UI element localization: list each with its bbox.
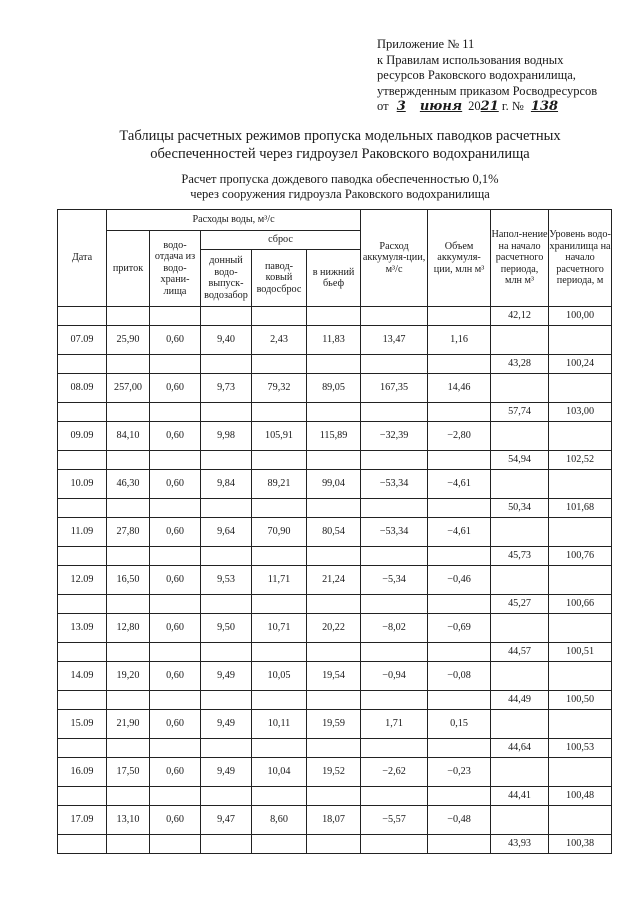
date-cell: 15.09 <box>58 710 107 739</box>
date-cell: 14.09 <box>58 662 107 691</box>
supply-cell: 0,60 <box>150 422 201 451</box>
data-row <box>58 758 612 787</box>
empty-cell <box>58 787 107 806</box>
state-row <box>58 691 612 710</box>
supply-cell: 0,60 <box>150 710 201 739</box>
empty-cell <box>107 739 150 758</box>
appendix-line: утвержденным приказом Росводресурсов <box>377 83 598 98</box>
empty-cell <box>150 451 201 470</box>
empty-cell <box>361 547 428 566</box>
inflow-cell: 13,10 <box>107 806 150 835</box>
level-cell: 100,50 <box>549 691 612 710</box>
supply-cell: 0,60 <box>150 470 201 499</box>
empty-cell <box>201 835 252 854</box>
inflow-cell: 16,50 <box>107 566 150 595</box>
accum-volume-cell: −0,23 <box>428 758 491 787</box>
empty-cell <box>428 691 491 710</box>
empty-cell <box>491 422 549 451</box>
header-water-supply: водо-отдача из водо-храни-лища <box>150 231 201 307</box>
filling-cell: 44,49 <box>491 691 549 710</box>
level-cell: 100,53 <box>549 739 612 758</box>
accum-volume-cell: −4,61 <box>428 518 491 547</box>
date-cell: 16.09 <box>58 758 107 787</box>
empty-cell <box>107 691 150 710</box>
empty-cell <box>58 499 107 518</box>
accum-volume-cell: −4,61 <box>428 470 491 499</box>
empty-cell <box>491 710 549 739</box>
empty-cell <box>307 451 361 470</box>
accum-flow-cell: −32,39 <box>361 422 428 451</box>
data-row <box>58 470 612 499</box>
date-cell: 10.09 <box>58 470 107 499</box>
empty-cell <box>58 451 107 470</box>
empty-cell <box>58 835 107 854</box>
empty-cell <box>549 566 612 595</box>
level-cell: 101,68 <box>549 499 612 518</box>
empty-cell <box>201 307 252 326</box>
filling-cell: 57,74 <box>491 403 549 422</box>
data-row <box>58 566 612 595</box>
date-cell: 08.09 <box>58 374 107 403</box>
empty-cell <box>58 403 107 422</box>
empty-cell <box>361 787 428 806</box>
empty-cell <box>201 691 252 710</box>
empty-cell <box>107 787 150 806</box>
empty-cell <box>252 787 307 806</box>
empty-cell <box>201 787 252 806</box>
spillway-cell: 89,21 <box>252 470 307 499</box>
empty-cell <box>252 547 307 566</box>
appendix-header <box>377 37 597 115</box>
level-cell: 100,38 <box>549 835 612 854</box>
date-prefix: от <box>377 99 389 113</box>
spillway-cell: 79,32 <box>252 374 307 403</box>
data-row <box>58 326 612 355</box>
accum-flow-cell: 167,35 <box>361 374 428 403</box>
state-row <box>58 547 612 566</box>
accum-volume-cell: 1,16 <box>428 326 491 355</box>
supply-cell: 0,60 <box>150 806 201 835</box>
empty-cell <box>428 595 491 614</box>
state-row <box>58 595 612 614</box>
bottom-cell: 9,73 <box>201 374 252 403</box>
empty-cell <box>201 595 252 614</box>
empty-cell <box>252 451 307 470</box>
empty-cell <box>361 835 428 854</box>
filling-cell: 45,27 <box>491 595 549 614</box>
filling-cell: 45,73 <box>491 547 549 566</box>
empty-cell <box>361 307 428 326</box>
header-filling: Напол-нение на начало расчетного периода, млн м³ <box>491 210 549 307</box>
empty-cell <box>58 595 107 614</box>
empty-cell <box>201 355 252 374</box>
empty-cell <box>150 307 201 326</box>
data-row <box>58 422 612 451</box>
header-spillway: павод-ковый водосброс <box>252 250 307 307</box>
empty-cell <box>150 595 201 614</box>
subtitle-line: Расчет пропуска дождевого паводка обеспеченностью 0,1% <box>181 172 499 186</box>
downstream-cell: 20,22 <box>307 614 361 643</box>
supply-cell: 0,60 <box>150 566 201 595</box>
supply-cell: 0,60 <box>150 662 201 691</box>
spillway-cell: 2,43 <box>252 326 307 355</box>
date-year-suffix: г. № <box>501 99 524 113</box>
empty-cell <box>428 739 491 758</box>
inflow-cell: 46,30 <box>107 470 150 499</box>
empty-cell <box>549 710 612 739</box>
empty-cell <box>107 547 150 566</box>
spillway-cell: 11,71 <box>252 566 307 595</box>
spillway-cell: 8,60 <box>252 806 307 835</box>
empty-cell <box>58 691 107 710</box>
empty-cell <box>361 451 428 470</box>
level-cell: 100,24 <box>549 355 612 374</box>
empty-cell <box>252 355 307 374</box>
empty-cell <box>107 403 150 422</box>
data-row <box>58 374 612 403</box>
empty-cell <box>307 835 361 854</box>
empty-cell <box>58 547 107 566</box>
empty-cell <box>201 403 252 422</box>
filling-cell: 42,12 <box>491 307 549 326</box>
downstream-cell: 115,89 <box>307 422 361 451</box>
state-row <box>58 355 612 374</box>
downstream-cell: 19,54 <box>307 662 361 691</box>
empty-cell <box>361 403 428 422</box>
subtitle-line: через сооружения гидроузла Раковского водохранилища <box>190 187 490 201</box>
header-discharge: сброс <box>201 231 361 250</box>
appendix-line: Приложение № 11 <box>377 37 475 51</box>
state-row <box>58 643 612 662</box>
supply-cell: 0,60 <box>150 326 201 355</box>
date-cell: 13.09 <box>58 614 107 643</box>
bottom-cell: 9,47 <box>201 806 252 835</box>
level-cell: 100,66 <box>549 595 612 614</box>
filling-cell: 44,41 <box>491 787 549 806</box>
bottom-cell: 9,84 <box>201 470 252 499</box>
level-cell: 100,51 <box>549 643 612 662</box>
downstream-cell: 18,07 <box>307 806 361 835</box>
empty-cell <box>201 739 252 758</box>
date-cell: 12.09 <box>58 566 107 595</box>
accum-flow-cell: −0,94 <box>361 662 428 691</box>
data-row <box>58 662 612 691</box>
supply-cell: 0,60 <box>150 758 201 787</box>
supply-cell: 0,60 <box>150 374 201 403</box>
empty-cell <box>307 787 361 806</box>
accum-flow-cell: 13,47 <box>361 326 428 355</box>
inflow-cell: 257,00 <box>107 374 150 403</box>
empty-cell <box>428 835 491 854</box>
empty-cell <box>150 499 201 518</box>
filling-cell: 43,28 <box>491 355 549 374</box>
inflow-cell: 17,50 <box>107 758 150 787</box>
empty-cell <box>361 595 428 614</box>
empty-cell <box>107 355 150 374</box>
empty-cell <box>428 355 491 374</box>
supply-cell: 0,60 <box>150 614 201 643</box>
accum-volume-cell: −0,48 <box>428 806 491 835</box>
bottom-cell: 9,98 <box>201 422 252 451</box>
state-row <box>58 307 612 326</box>
empty-cell <box>252 403 307 422</box>
downstream-cell: 89,05 <box>307 374 361 403</box>
empty-cell <box>428 787 491 806</box>
inflow-cell: 19,20 <box>107 662 150 691</box>
title-line: обеспеченностей через гидроузел Раковского водохранилища <box>150 146 530 162</box>
accum-volume-cell: −0,69 <box>428 614 491 643</box>
header-inflow: приток <box>107 231 150 307</box>
empty-cell <box>428 547 491 566</box>
empty-cell <box>201 547 252 566</box>
empty-cell <box>252 835 307 854</box>
empty-cell <box>428 307 491 326</box>
table-subtitle <box>40 172 640 202</box>
empty-cell <box>307 307 361 326</box>
level-cell: 100,48 <box>549 787 612 806</box>
empty-cell <box>549 758 612 787</box>
inflow-cell: 21,90 <box>107 710 150 739</box>
downstream-cell: 99,04 <box>307 470 361 499</box>
empty-cell <box>428 403 491 422</box>
empty-cell <box>107 835 150 854</box>
empty-cell <box>491 374 549 403</box>
downstream-cell: 19,52 <box>307 758 361 787</box>
accum-volume-cell: 0,15 <box>428 710 491 739</box>
date-cell: 07.09 <box>58 326 107 355</box>
accum-volume-cell: −0,08 <box>428 662 491 691</box>
spillway-cell: 70,90 <box>252 518 307 547</box>
appendix-line: к Правилам использования водных <box>377 52 564 67</box>
empty-cell <box>491 758 549 787</box>
header-accum-volume: Объем аккумуля-ции, млн м³ <box>428 210 491 307</box>
date-year-prefix: 20 <box>468 99 481 113</box>
data-row <box>58 806 612 835</box>
date-year: 21 <box>480 99 499 114</box>
empty-cell <box>549 470 612 499</box>
level-cell: 100,76 <box>549 547 612 566</box>
empty-cell <box>549 614 612 643</box>
empty-cell <box>428 499 491 518</box>
date-day: 3 <box>396 99 406 114</box>
state-row <box>58 739 612 758</box>
downstream-cell: 80,54 <box>307 518 361 547</box>
supply-cell: 0,60 <box>150 518 201 547</box>
empty-cell <box>549 374 612 403</box>
empty-cell <box>361 691 428 710</box>
empty-cell <box>252 595 307 614</box>
empty-cell <box>307 547 361 566</box>
bottom-cell: 9,49 <box>201 710 252 739</box>
empty-cell <box>107 595 150 614</box>
filling-cell: 54,94 <box>491 451 549 470</box>
data-row <box>58 614 612 643</box>
spillway-cell: 10,05 <box>252 662 307 691</box>
filling-cell: 44,57 <box>491 643 549 662</box>
filling-cell: 44,64 <box>491 739 549 758</box>
empty-cell <box>150 643 201 662</box>
bottom-cell: 9,49 <box>201 758 252 787</box>
document-title <box>40 127 640 163</box>
empty-cell <box>361 355 428 374</box>
appendix-line: ресурсов Раковского водохранилища, <box>377 68 576 82</box>
empty-cell <box>549 806 612 835</box>
accum-flow-cell: −2,62 <box>361 758 428 787</box>
empty-cell <box>201 643 252 662</box>
empty-cell <box>307 739 361 758</box>
empty-cell <box>549 518 612 547</box>
date-month: июня <box>419 99 463 114</box>
empty-cell <box>491 806 549 835</box>
empty-cell <box>252 691 307 710</box>
empty-cell <box>252 307 307 326</box>
inflow-cell: 12,80 <box>107 614 150 643</box>
flood-table <box>57 209 612 854</box>
header-row <box>58 210 612 231</box>
level-cell: 103,00 <box>549 403 612 422</box>
bottom-cell: 9,64 <box>201 518 252 547</box>
accum-flow-cell: −5,57 <box>361 806 428 835</box>
empty-cell <box>307 355 361 374</box>
bottom-cell: 9,49 <box>201 662 252 691</box>
empty-cell <box>361 643 428 662</box>
empty-cell <box>307 595 361 614</box>
empty-cell <box>150 547 201 566</box>
bottom-cell: 9,40 <box>201 326 252 355</box>
accum-volume-cell: −0,46 <box>428 566 491 595</box>
header-level: Уровень водо-хранилища на начало расчетного периода, м <box>549 210 612 307</box>
date-cell: 17.09 <box>58 806 107 835</box>
downstream-cell: 11,83 <box>307 326 361 355</box>
empty-cell <box>107 499 150 518</box>
empty-cell <box>58 355 107 374</box>
header-water-flows: Расходы воды, м³/с <box>107 210 361 231</box>
empty-cell <box>491 614 549 643</box>
empty-cell <box>307 691 361 710</box>
date-cell: 11.09 <box>58 518 107 547</box>
empty-cell <box>307 403 361 422</box>
accum-flow-cell: −5,34 <box>361 566 428 595</box>
accum-volume-cell: 14,46 <box>428 374 491 403</box>
accum-flow-cell: 1,71 <box>361 710 428 739</box>
empty-cell <box>58 307 107 326</box>
state-row <box>58 835 612 854</box>
empty-cell <box>201 451 252 470</box>
empty-cell <box>150 787 201 806</box>
empty-cell <box>150 403 201 422</box>
empty-cell <box>428 451 491 470</box>
empty-cell <box>150 835 201 854</box>
downstream-cell: 21,24 <box>307 566 361 595</box>
empty-cell <box>150 355 201 374</box>
header-downstream: в нижний бьеф <box>307 250 361 307</box>
empty-cell <box>107 451 150 470</box>
filling-cell: 43,93 <box>491 835 549 854</box>
state-row <box>58 403 612 422</box>
inflow-cell: 84,10 <box>107 422 150 451</box>
header-date: Дата <box>58 210 107 307</box>
empty-cell <box>307 643 361 662</box>
empty-cell <box>491 326 549 355</box>
inflow-cell: 27,80 <box>107 518 150 547</box>
empty-cell <box>58 643 107 662</box>
order-number: 138 <box>530 99 559 114</box>
spillway-cell: 105,91 <box>252 422 307 451</box>
empty-cell <box>491 566 549 595</box>
empty-cell <box>307 499 361 518</box>
empty-cell <box>549 662 612 691</box>
level-cell: 100,00 <box>549 307 612 326</box>
empty-cell <box>491 470 549 499</box>
date-cell: 09.09 <box>58 422 107 451</box>
spillway-cell: 10,71 <box>252 614 307 643</box>
state-row <box>58 451 612 470</box>
filling-cell: 50,34 <box>491 499 549 518</box>
spillway-cell: 10,04 <box>252 758 307 787</box>
state-row <box>58 787 612 806</box>
accum-volume-cell: −2,80 <box>428 422 491 451</box>
empty-cell <box>107 307 150 326</box>
title-line: Таблицы расчетных режимов пропуска модельных паводков расчетных <box>119 128 561 144</box>
bottom-cell: 9,53 <box>201 566 252 595</box>
downstream-cell: 19,59 <box>307 710 361 739</box>
empty-cell <box>58 739 107 758</box>
empty-cell <box>361 739 428 758</box>
accum-flow-cell: −53,34 <box>361 518 428 547</box>
accum-flow-cell: −53,34 <box>361 470 428 499</box>
empty-cell <box>428 643 491 662</box>
empty-cell <box>491 662 549 691</box>
inflow-cell: 25,90 <box>107 326 150 355</box>
level-cell: 102,52 <box>549 451 612 470</box>
spillway-cell: 10,11 <box>252 710 307 739</box>
empty-cell <box>201 499 252 518</box>
accum-flow-cell: −8,02 <box>361 614 428 643</box>
bottom-cell: 9,50 <box>201 614 252 643</box>
header-accum-flow: Расход аккумуля-ции, м³/с <box>361 210 428 307</box>
empty-cell <box>491 518 549 547</box>
order-line <box>377 99 597 115</box>
empty-cell <box>361 499 428 518</box>
empty-cell <box>107 643 150 662</box>
empty-cell <box>252 499 307 518</box>
empty-cell <box>549 326 612 355</box>
empty-cell <box>150 739 201 758</box>
empty-cell <box>549 422 612 451</box>
data-row <box>58 710 612 739</box>
empty-cell <box>252 739 307 758</box>
empty-cell <box>150 691 201 710</box>
state-row <box>58 499 612 518</box>
empty-cell <box>252 643 307 662</box>
header-bottom-outlet: донный водо-выпуск-водозабор <box>201 250 252 307</box>
data-row <box>58 518 612 547</box>
